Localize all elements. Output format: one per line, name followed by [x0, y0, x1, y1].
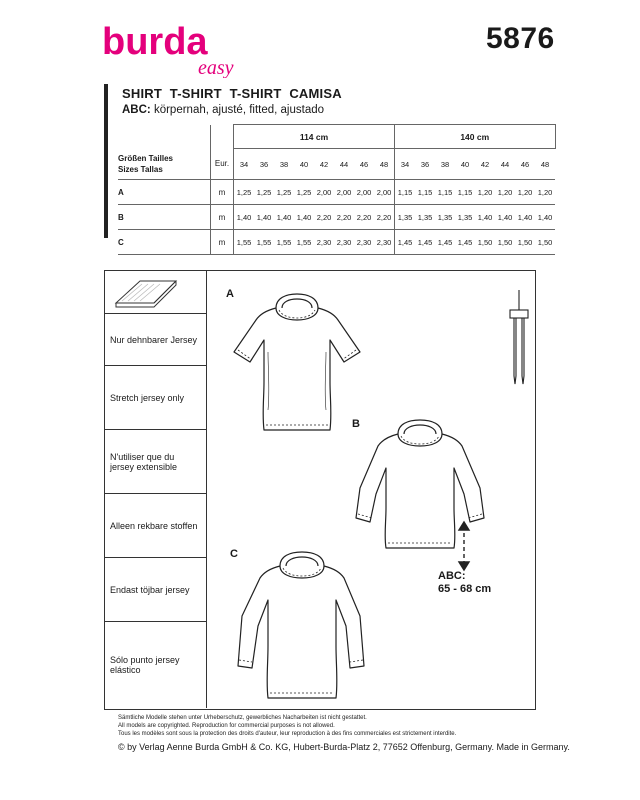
fit-description — [122, 104, 324, 116]
fit-prefix: ABC: — [122, 104, 151, 116]
size-label-de-fr: Größen Tailles — [118, 153, 173, 163]
size-label-en-es: Sizes Tallas — [118, 164, 163, 174]
size-header: 36 — [415, 149, 435, 180]
eur-label: Eur. — [211, 149, 234, 180]
yardage-value-140: 1,50 — [475, 230, 495, 255]
width-group-140: 140 cm — [395, 125, 556, 149]
yardage-value-114: 1,25 — [234, 180, 255, 205]
size-header: 46 — [515, 149, 535, 180]
yardage-value-114: 1,25 — [274, 180, 294, 205]
size-header: 36 — [254, 149, 274, 180]
length-note-prefix: ABC: — [438, 570, 466, 582]
yardage-value-114: 2,30 — [314, 230, 334, 255]
fabric-bolt-icon — [110, 275, 180, 309]
yardage-table — [118, 124, 556, 255]
legal-line: Tous les modèles sont sous la protection des droits d'auteur, leur reproduction à des fins commerciales est strictement interdite. — [118, 731, 457, 737]
yardage-value-114: 1,55 — [254, 230, 274, 255]
yardage-value-114: 2,30 — [354, 230, 374, 255]
size-header: 48 — [535, 149, 555, 180]
twin-needle-icon — [504, 288, 534, 388]
yardage-rows — [118, 180, 555, 255]
yardage-value-114: 1,55 — [234, 230, 255, 255]
yardage-value-114: 1,40 — [274, 205, 294, 230]
size-header: 46 — [354, 149, 374, 180]
yardage-value-114: 2,20 — [334, 205, 354, 230]
yardage-value-140: 1,40 — [475, 205, 495, 230]
yardage-value-114: 2,00 — [314, 180, 334, 205]
yardage-value-140: 1,45 — [435, 230, 455, 255]
view-label-b: B — [352, 418, 360, 430]
size-header: 34 — [395, 149, 416, 180]
unit-cell: m — [211, 230, 234, 255]
fabric-note: N'utiliser que du jersey extensible — [104, 430, 206, 494]
legal-line: Sämtliche Modelle stehen unter Urheberschutz, gewerbliches Nacharbeiten ist nicht gestattet. — [118, 715, 367, 721]
yardage-value-114: 1,55 — [294, 230, 314, 255]
yardage-value-140: 1,35 — [455, 205, 475, 230]
yardage-value-140: 1,35 — [395, 205, 416, 230]
yardage-value-114: 1,40 — [254, 205, 274, 230]
yardage-value-140: 1,40 — [495, 205, 515, 230]
fit-text: körpernah, ajusté, fitted, ajustado — [153, 104, 325, 116]
width-group-114: 114 cm — [234, 125, 395, 149]
yardage-value-114: 2,00 — [354, 180, 374, 205]
yardage-row — [118, 205, 555, 230]
yardage-value-114: 2,20 — [354, 205, 374, 230]
yardage-value-114: 1,25 — [254, 180, 274, 205]
burda-easy-logo — [100, 18, 250, 78]
yardage-value-114: 2,20 — [374, 205, 395, 230]
fabric-note: Stretch jersey only — [104, 366, 206, 430]
yardage-value-140: 1,50 — [515, 230, 535, 255]
yardage-value-140: 1,20 — [495, 180, 515, 205]
pattern-number: 5876 — [486, 22, 555, 55]
yardage-value-114: 1,25 — [294, 180, 314, 205]
yardage-value-114: 1,55 — [274, 230, 294, 255]
yardage-value-140: 1,15 — [455, 180, 475, 205]
yardage-value-140: 1,45 — [455, 230, 475, 255]
length-note — [438, 570, 491, 596]
copyright-line: © by Verlag Aenne Burda GmbH & Co. KG, Hubert-Burda-Platz 2, 77652 Offenburg, Germany. Made in Germany. — [118, 742, 570, 752]
fabric-note: Nur dehnbarer Jersey — [104, 314, 206, 366]
fabric-notes-column — [104, 270, 207, 708]
size-header: 44 — [495, 149, 515, 180]
yardage-value-140: 1,20 — [515, 180, 535, 205]
view-cell: B — [118, 205, 211, 230]
yardage-value-114: 1,40 — [234, 205, 255, 230]
view-cell: A — [118, 180, 211, 205]
yardage-value-114: 1,40 — [294, 205, 314, 230]
length-arrow-icon — [456, 520, 472, 572]
yardage-value-140: 1,20 — [535, 180, 555, 205]
yardage-value-114: 2,00 — [374, 180, 395, 205]
logo-wordmark: burda — [102, 21, 208, 63]
view-label-a: A — [226, 288, 234, 300]
yardage-value-140: 1,35 — [435, 205, 455, 230]
yardage-row — [118, 230, 555, 255]
size-header: 38 — [435, 149, 455, 180]
size-header: 40 — [294, 149, 314, 180]
yardage-value-140: 1,45 — [395, 230, 416, 255]
yardage-value-140: 1,45 — [415, 230, 435, 255]
fabric-note: Endast töjbar jersey — [104, 558, 206, 622]
size-header: 40 — [455, 149, 475, 180]
size-header: 48 — [374, 149, 395, 180]
fabric-note: Alleen rekbare stoffen — [104, 494, 206, 558]
length-note-value: 65 - 68 cm — [438, 583, 492, 595]
size-header: 42 — [314, 149, 334, 180]
yardage-value-114: 2,30 — [374, 230, 395, 255]
fabric-note: Sólo punto jersey elástico — [110, 655, 180, 675]
yardage-value-140: 1,50 — [535, 230, 555, 255]
yardage-value-140: 1,15 — [415, 180, 435, 205]
legal-line: All models are copyrighted. Reproduction for commercial purposes is not allowed. — [118, 723, 335, 729]
size-header: 38 — [274, 149, 294, 180]
unit-cell: m — [211, 180, 234, 205]
yardage-row — [118, 180, 555, 205]
unit-cell: m — [211, 205, 234, 230]
yardage-value-140: 1,15 — [395, 180, 416, 205]
yardage-value-114: 2,30 — [334, 230, 354, 255]
yardage-value-140: 1,20 — [475, 180, 495, 205]
yardage-value-114: 2,00 — [334, 180, 354, 205]
size-header: 42 — [475, 149, 495, 180]
yardage-value-140: 1,35 — [415, 205, 435, 230]
garment-view-a — [226, 290, 366, 440]
size-header: 34 — [234, 149, 255, 180]
size-header: 44 — [334, 149, 354, 180]
legal-notice — [118, 714, 558, 738]
yardage-value-114: 2,20 — [314, 205, 334, 230]
yardage-value-140: 1,50 — [495, 230, 515, 255]
garment-view-c — [232, 548, 372, 708]
view-label-c: C — [230, 548, 238, 560]
logo-subword: easy — [198, 57, 234, 78]
yardage-value-140: 1,15 — [435, 180, 455, 205]
garment-title: SHIRT T-SHIRT T-SHIRT CAMISA — [122, 86, 342, 101]
view-cell: C — [118, 230, 211, 255]
yardage-value-140: 1,40 — [515, 205, 535, 230]
yardage-value-140: 1,40 — [535, 205, 555, 230]
header-rule — [104, 84, 108, 238]
fabric-icon-row — [104, 270, 206, 314]
